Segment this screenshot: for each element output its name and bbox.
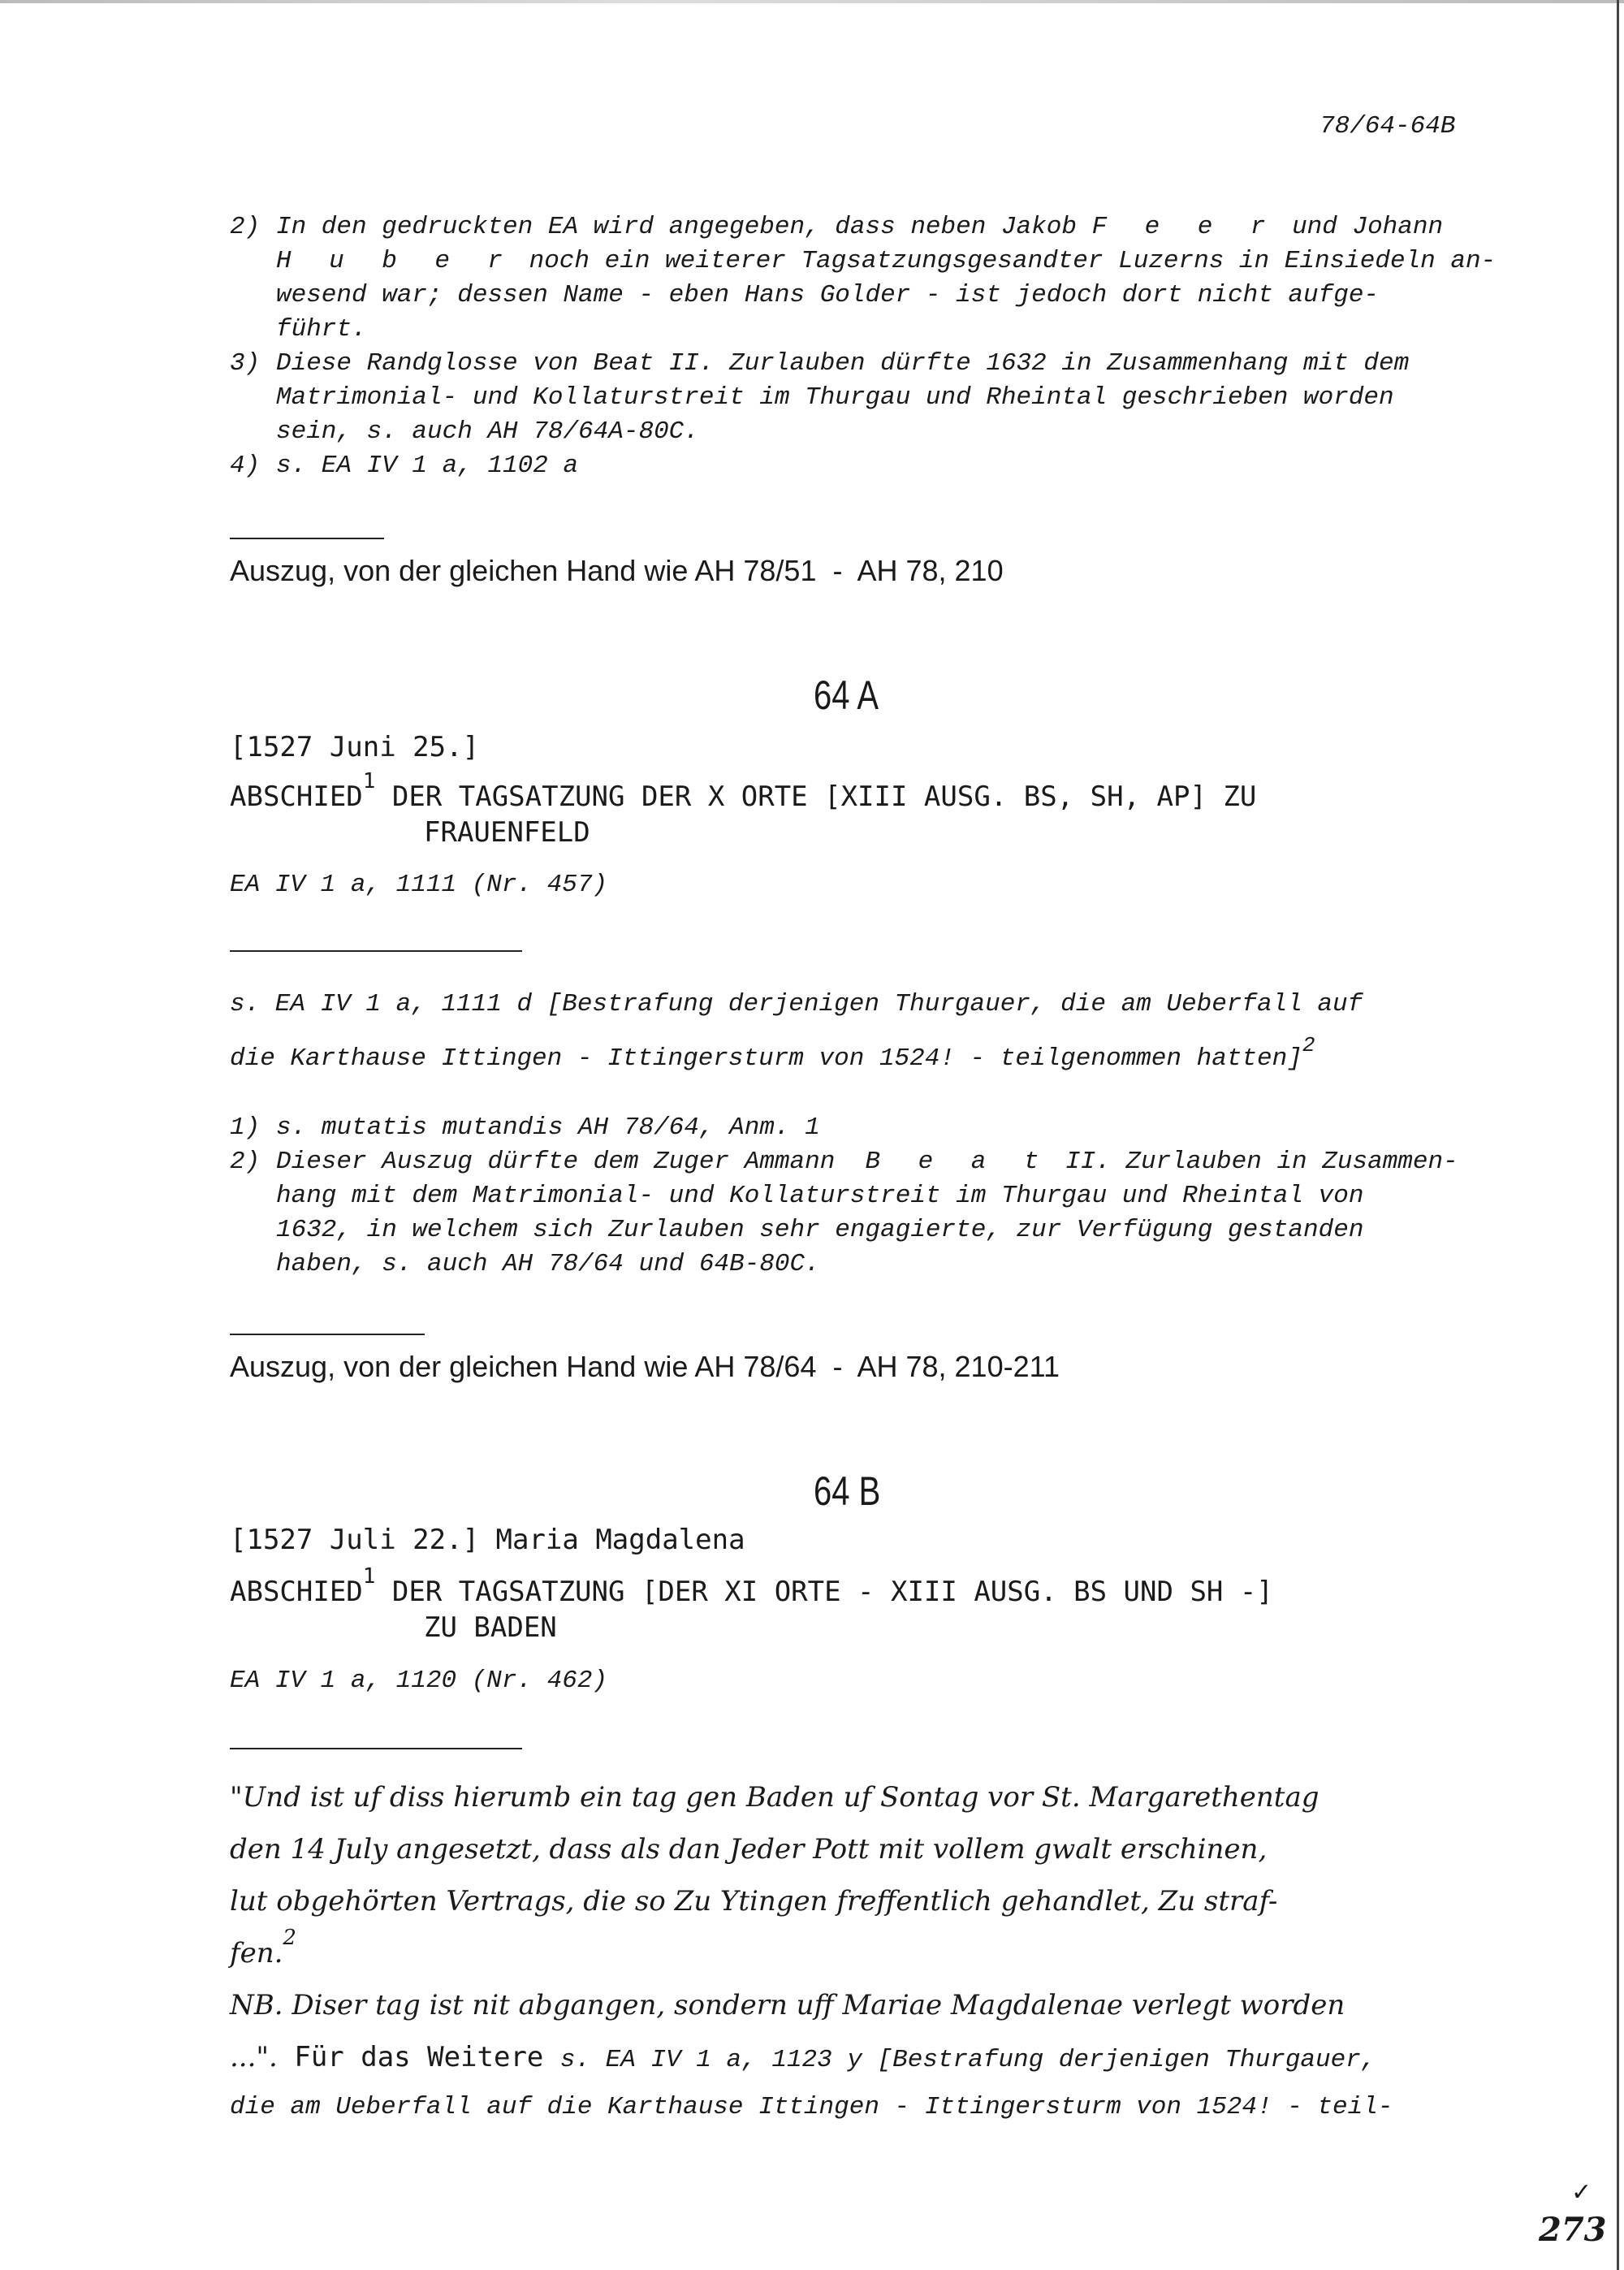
footnote-line: wesend war; dessen Name - eben Hans Golder - ist jedoch dort nicht aufge- [276,281,1380,309]
footnote-line: Dieser Auszug dürfte dem Zuger Ammann B e a t II. Zurlauben in Zusammen- [276,1148,1458,1176]
entry-body-64a-line2: die Karthause Ittingen - Ittingersturm von 1524! - teilgenommen hatten]$^2$ [230,1033,1315,1073]
quote-line: "Und ist uf diss hierumb ein tag gen Baden uf Sontag vor St. Margarethentag [230,1781,1320,1814]
page-reference: 78/64-64B [1320,112,1456,141]
footnote-line: In den gedruckten EA wird angegeben, dass neben Jakob F e e r und Johann [276,213,1444,241]
footnote-number: 2) [230,213,261,241]
entry-body-64a: s. EA IV 1 a, 1111 d [Bestrafung derjenigen Thurgauer, die am Ueberfall auf [230,990,1363,1018]
quote-line: den 14 July angesetzt, dass als dan Jeder Pott mit vollem gwalt erschinen, [230,1833,1268,1866]
entry-number-64b: 64 B [814,1468,881,1514]
entry-number-64a: 64 A [814,672,879,718]
footnote-line: H u b e r noch ein weiterer Tagsatzungsgesandter Luzerns in Einsiedeln an- [276,247,1497,275]
entry-source-64b: EA IV 1 a, 1120 (Nr. 462) [230,1667,608,1695]
footnote-number: 4) [230,452,261,480]
entry-date-64b: [1527 Juli 22.] Maria Magdalena [230,1524,745,1556]
divider-rule [230,950,522,952]
entry-title-64b-line2: ZU BADEN [424,1611,557,1644]
footnote-line: Diese Randglosse von Beat II. Zurlauben dürfte 1632 in Zusammenhang mit dem [276,349,1410,378]
divider-rule [230,1334,425,1335]
footnote-line: sein, s. auch AH 78/64A-80C. [276,417,699,446]
entry-date-64a: [1527 Juni 25.] [230,731,480,763]
entry-title-64b: ABSCHIED$^1$ DER TAGSATZUNG [DER XI ORTE - XIII AUSG. BS UND SH -] [230,1564,1273,1608]
footnote-number: 2) [230,1148,261,1176]
continuation-line: ...". Für das Weitere s. EA IV 1 a, 1123 y [Bestrafung derjenigen Thurgauer, [230,2041,1376,2074]
footnote-line: führt. [276,315,367,344]
entry-title-64a: ABSCHIED$^1$ DER TAGSATZUNG DER X ORTE [XIII AUSG. BS, SH, AP] ZU [230,769,1257,813]
scan-top-edge [0,0,1624,3]
continuation-line-2: die am Ueberfall auf die Karthause Ittingen - Ittingersturm von 1524! - teil- [230,2093,1393,2121]
entry-source-64a: EA IV 1 a, 1111 (Nr. 457) [230,871,608,899]
footnote-line: s. mutatis mutandis AH 78/64, Anm. 1 [276,1113,820,1142]
footnote-line: 1632, in welchem sich Zurlauben sehr engagierte, zur Verfügung gestanden [276,1216,1364,1244]
scan-right-edge [1617,0,1619,2270]
footnote-number: 3) [230,349,261,378]
divider-rule [230,538,384,539]
check-mark: ✓ [1571,2178,1592,2207]
quote-line: fen.$^2$ [230,1926,296,1969]
footnote-line: haben, s. auch AH 78/64 und 64B-80C. [276,1250,820,1278]
nb-line: NB. Diser tag ist nit abgangen, sondern uff Mariae Magdalenae verlegt worden [230,1989,1345,2021]
footnote-line: s. EA IV 1 a, 1102 a [276,452,579,480]
auszug-line-1: Auszug, von der gleichen Hand wie AH 78/51 - AH 78, 210 [230,554,1004,587]
quote-line: lut obgehörten Vertrags, die so Zu Ytingen freffentlich gehandlet, Zu straf- [230,1885,1278,1918]
footnote-number: 1) [230,1113,261,1142]
divider-rule [230,1748,522,1749]
footnote-line: hang mit dem Matrimonial- und Kollaturstreit im Thurgau und Rheintal von [276,1182,1364,1210]
entry-title-64a-line2: FRAUENFELD [424,816,590,849]
auszug-line-2: Auszug, von der gleichen Hand wie AH 78/64 - AH 78, 210-211 [230,1350,1060,1383]
page-number: 273 [1539,2211,1607,2249]
footnote-line: Matrimonial- und Kollaturstreit im Thurgau und Rheintal geschrieben worden [276,383,1394,412]
